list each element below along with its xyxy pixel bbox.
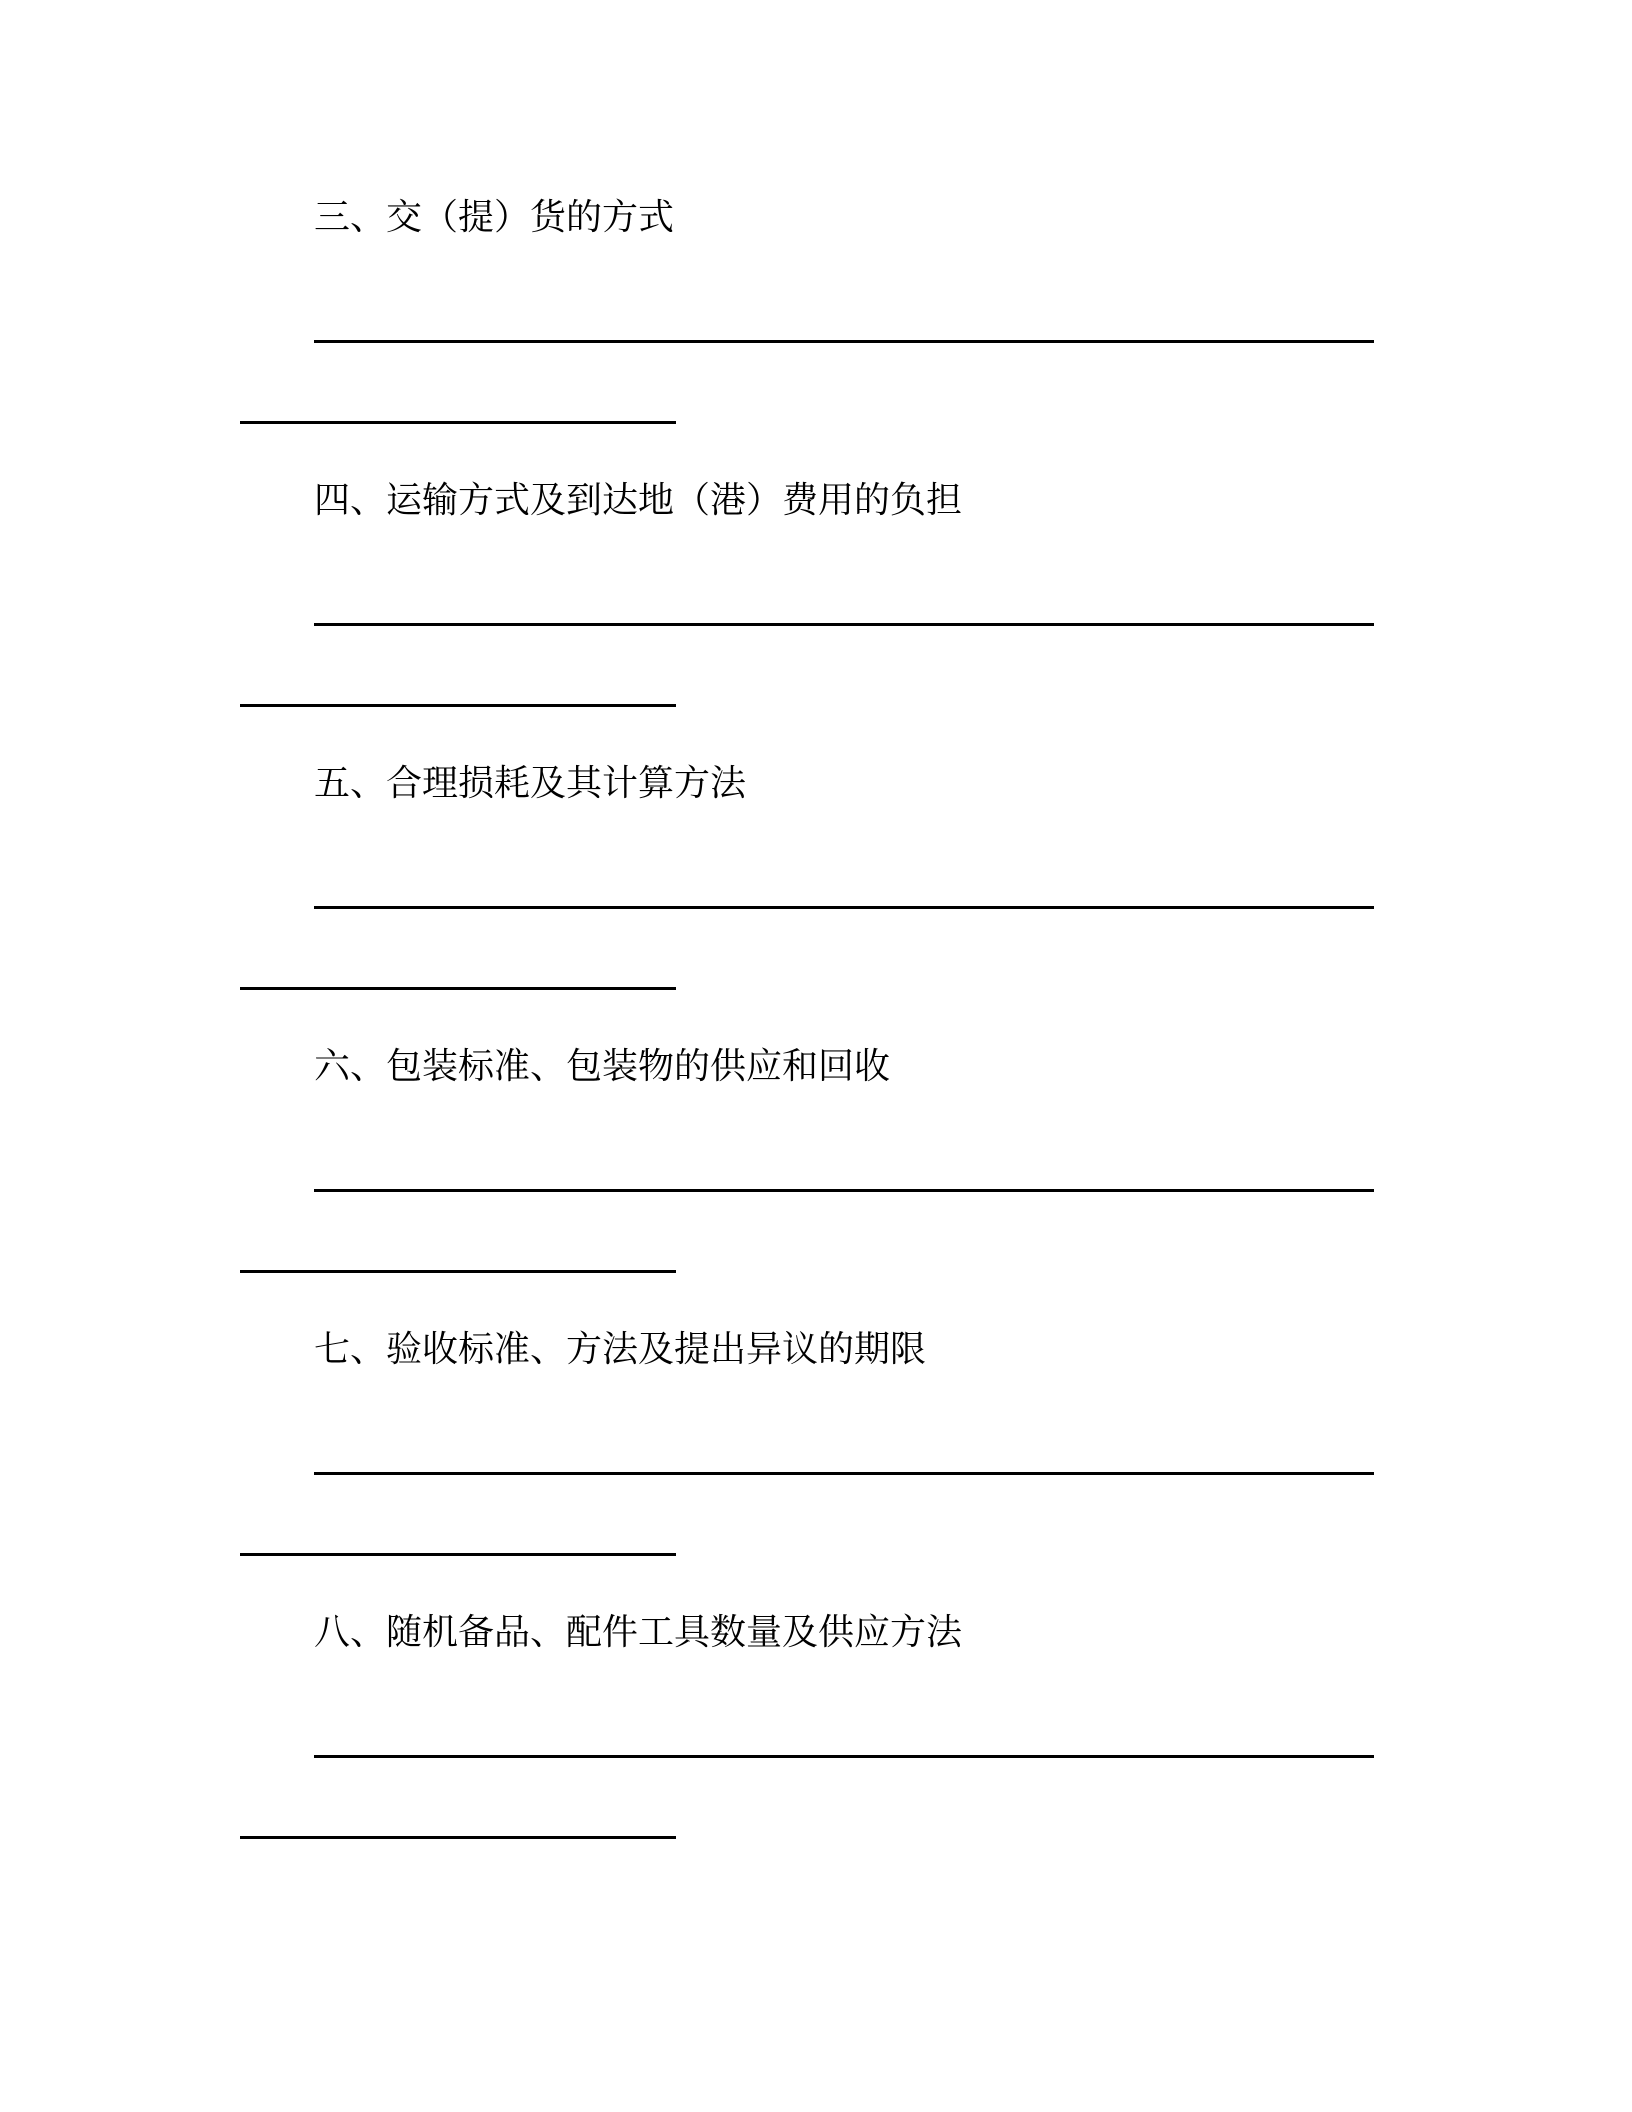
section-heading-4: 四、运输方式及到达地（港）费用的负担 (314, 480, 963, 521)
blank-line-8a (314, 1755, 1374, 1758)
blank-line-5b (240, 987, 676, 990)
section-heading-6: 六、包装标准、包装物的供应和回收 (314, 1046, 891, 1087)
blank-line-6a (314, 1189, 1374, 1192)
blank-line-6b (240, 1270, 676, 1273)
blank-line-3a (314, 340, 1374, 343)
blank-line-5a (314, 906, 1374, 909)
blank-line-4b (240, 704, 676, 707)
section-heading-3: 三、交（提）货的方式 (314, 197, 675, 238)
blank-line-3b (240, 421, 676, 424)
blank-line-7a (314, 1472, 1374, 1475)
section-heading-5: 五、合理损耗及其计算方法 (314, 763, 747, 804)
blank-line-7b (240, 1553, 676, 1556)
blank-line-4a (314, 623, 1374, 626)
section-heading-8: 八、随机备品、配件工具数量及供应方法 (314, 1612, 963, 1653)
section-heading-7: 七、验收标准、方法及提出异议的期限 (314, 1329, 927, 1370)
blank-line-8b (240, 1836, 676, 1839)
